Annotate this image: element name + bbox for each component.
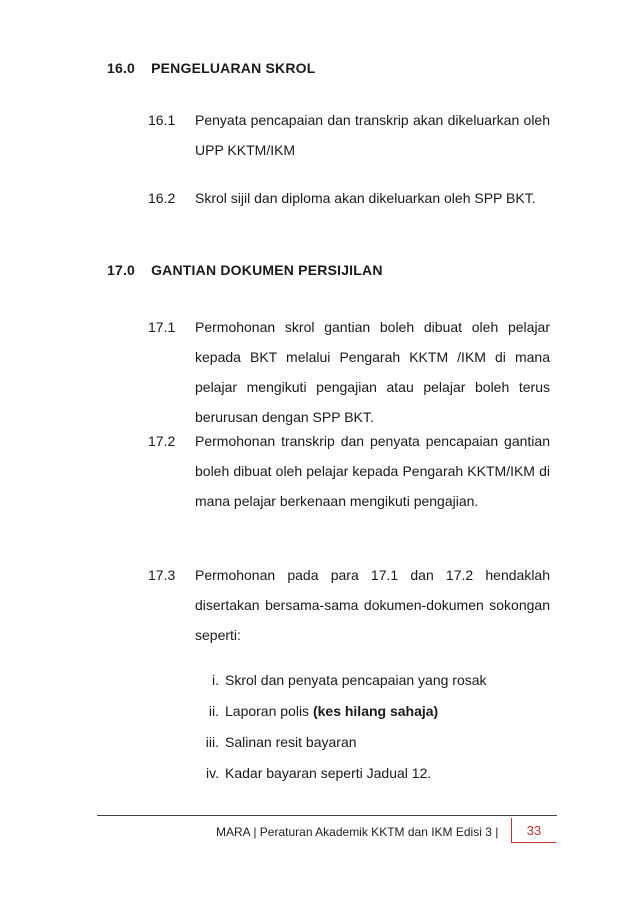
section-heading-16 xyxy=(107,60,316,76)
section-title: PENGELUARAN SKROL xyxy=(151,60,316,76)
section-number: 16.0 xyxy=(107,60,136,76)
item-number: 17.2 xyxy=(148,433,176,449)
item-16-2 xyxy=(148,183,550,213)
item-text: Skrol sijil dan diploma akan dikeluarkan oleh SPP BKT. xyxy=(195,190,536,206)
subitem-iv xyxy=(193,765,431,781)
section-heading-17 xyxy=(107,262,383,278)
subitem-number: ii. xyxy=(208,703,219,719)
subitem-text: Salinan resit bayaran xyxy=(225,734,357,750)
item-16-1 xyxy=(148,105,550,165)
section-title: GANTIAN DOKUMEN PERSIJILAN xyxy=(151,262,383,278)
item-number: 17.1 xyxy=(148,319,176,335)
item-text: Permohonan skrol gantian boleh dibuat oleh pelajar kepada BKT melalui Pengarah KKTM /IKM di mana pelajar mengikuti pengajian atau pelajar boleh terus berurusan dengan SPP BKT. xyxy=(195,319,550,425)
item-number: 16.2 xyxy=(148,190,176,206)
item-number: 17.3 xyxy=(148,567,176,583)
subitem-bold-text: (kes hilang sahaja) xyxy=(312,703,439,719)
footer-divider xyxy=(97,815,557,816)
subitem-iii xyxy=(193,734,357,750)
section-number: 17.0 xyxy=(107,262,136,278)
item-text: Penyata pencapaian dan transkrip akan dikeluarkan oleh UPP KKTM/IKM xyxy=(195,112,550,158)
subitem-text: Kadar bayaran seperti Jadual 12. xyxy=(225,765,432,781)
item-17-1 xyxy=(148,312,550,432)
item-17-2 xyxy=(148,426,550,516)
subitem-ii xyxy=(193,703,438,719)
subitem-text: Skrol dan penyata pencapaian yang rosak xyxy=(225,672,487,688)
item-17-3 xyxy=(148,560,550,650)
page-number: 33 xyxy=(511,818,556,843)
subitem-number: i. xyxy=(212,672,219,688)
subitem-number: iii. xyxy=(205,734,219,750)
footer-text: MARA | Peraturan Akademik KKTM dan IKM Edisi 3 | xyxy=(216,825,499,839)
item-text: Permohonan transkrip dan penyata pencapaian gantian boleh dibuat oleh pelajar kepada Pengarah KKTM/IKM di mana pelajar berkenaan mengikuti pengajian. xyxy=(195,433,550,509)
subitem-number: iv. xyxy=(206,765,219,781)
subitem-i xyxy=(193,672,487,688)
item-text: Permohonan pada para 17.1 dan 17.2 hendaklah disertakan bersama-sama dokumen-dokumen sokongan seperti: xyxy=(195,567,550,643)
item-number: 16.1 xyxy=(148,112,176,128)
subitem-text: Laporan polis xyxy=(225,703,313,719)
